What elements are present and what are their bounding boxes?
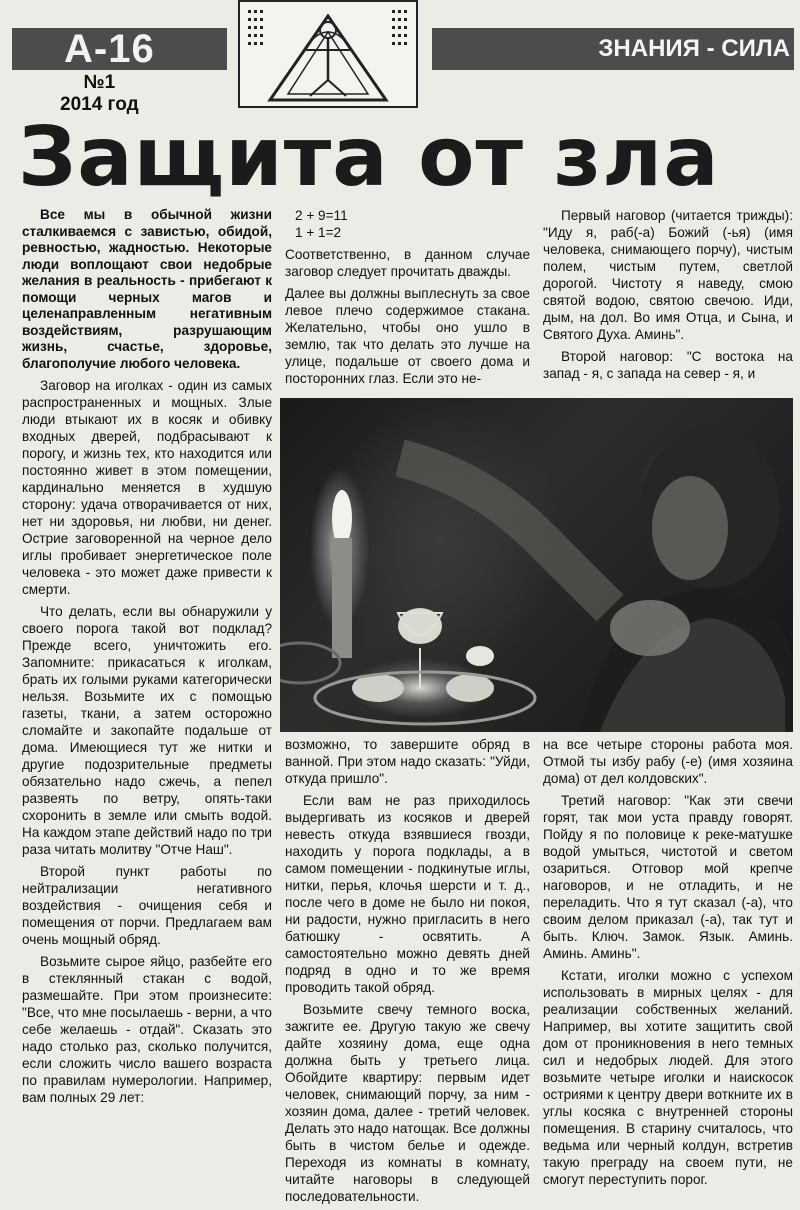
article-column-2-top (285, 207, 530, 392)
paragraph: Третий наговор: "Как эти свечи горят, так мои уста правду говорят. Пойду я по половице к реке-матушке водой умыться, чистотой и светом озариться. Отговор мой крепче наговоров, и не отладить, и не переладить. Что я тут сказал (-а), что своим делом приказал (-а), так тут и быть. Ключ. Замок. Язык. Аминь. Аминь. Аминь". (543, 793, 793, 961)
paragraph: Соответственно, в данном случае заговор следует прочитать дважды. (285, 247, 530, 279)
paragraph: Возьмите сырое яйцо, разбейте его в стеклянный стакан с водой, размешайте. При этом произнесите: "Все, что мне посылаешь - верни, а что себе желаешь - отдай". Сказать это надо столько раз, сколько получится, если сложить число вашего возраста по правилам нумерологии. Например, вам полных 29 лет: (22, 954, 272, 1105)
paragraph: Кстати, иголки можно с успехом использовать в мирных целях - для реализации собственных желаний. Например, вы хотите защитить свой дом от проникновения в него темных сил и недобрых людей. Для этого возьмите четыре иголки и наискосок остриями к центру двери воткните их в углы косяка с внутренней стороны помещения. В старину считалось, что ведьма или черный колдун, встретив такую преграду на своем пути, не смогут переступить порог. (543, 968, 793, 1187)
paragraph: Если вам не раз приходилось выдергивать из косяков и дверей невесть откуда взявшиеся гвозди, находить у порога подклады, а в самом помещении - подкинутые иглы, нитки, перья, клочья шерсти и т. д., после чего в доме не было ни покоя, ни радости, нужно пригласить в него батюшку - освятить. А самостоятельно можно девять дней подряд в одно и то же время проводить такой обряд. (285, 793, 530, 995)
article-column-3-top (543, 207, 793, 387)
paragraph: Второй пункт работы по нейтрализации негативного воздействия - очищения себя и помещения от порчи. Предлагаем вам очень мощный обряд. (22, 864, 272, 947)
article-column-3-bottom (543, 736, 793, 1193)
formula-line: 2 + 9=11 (295, 208, 348, 223)
article-headline: Защита от зла (18, 110, 720, 205)
paragraph: Второй наговор: "С востока на запад - я, с запада на север - я, и (543, 349, 793, 381)
issue-number: №1 (83, 72, 116, 93)
article-column-2-bottom (285, 736, 530, 1210)
paragraph: на все четыре стороны работа моя. Отмой ты избу рабу (-е) (имя хозяина дома) от дел колдовских". (543, 737, 793, 786)
paragraph: возможно, то завершите обряд в ванной. При этом надо сказать: "Уйди, откуда пришло". (285, 737, 530, 786)
section-title: ЗНАНИЯ - СИЛА (598, 35, 790, 62)
formula-line: 1 + 1=2 (295, 225, 342, 240)
paragraph: Что делать, если вы обнаружили у своего порога такой вот подклад? Прежде всего, уничтожить его. Запомните: прикасаться к иголкам, брать их голыми руками категорически нельзя. Возьмите их с помощью газеты, ткани, а затем осторожно сломайте и закопайте подальше от дома. Имеющиеся тут же нитки и другие подозрительные предметы обязательно надо сжечь, а пепел развеять по ветру, опять-таки схоронить в земле или смыть водой. На каждом этапе действий надо по три раза читать молитву "Отче Наш". (22, 604, 272, 857)
paragraph: Возьмите свечу темного воска, зажгите ее. Другую такую же свечу дайте хозяину дома, еще одна должна быть у третьего лица. Обойдите квартиру: первым идет человек, снимающий порчу, за ним - хозяин дома, далее - третий человек. Делать это надо натощак. Все должны быть в чистом белье и одежде. Переходя из комнаты в комнату, читайте наговоры в следующей последовательности. (285, 1002, 530, 1204)
issue-year: 2014 год (60, 94, 139, 115)
esoteric-symbol-icon (238, 0, 418, 108)
numerology-formula (285, 207, 530, 241)
article-lead: Все мы в обычной жизни сталкиваемся с завистью, обидой, ревностью, жадностью. Некоторые люди воплощают свои недобрые желания в реальность - прибегают к помощи черных магов и целенаправленным негативным воздействиям, разрушающим жизнь, счастье, здоровье, благополучие любого человека. (22, 207, 272, 371)
page-number: А-16 (64, 27, 155, 71)
article-column-1 (22, 207, 272, 1111)
woman-with-candles-photo (280, 398, 793, 732)
paragraph: Заговор на иголках - один из самых распространенных и мощных. Злые люди втыкают их в косяк и обивку входных дверей, подбрасывают к порогу, и жизнь тех, кто находится или постоянно живет в этом помещении, кардинально меняется в худшую сторону: удача отворачивается от них, нет ни здоровья, ни любви, ни денег. Острие заговоренной на черное дело иглы пробивает энергетическое поле человека - это может даже привести к смерти. (22, 378, 272, 597)
paragraph: Первый наговор (читается трижды): "Иду я, раб(-а) Божий (-ья) (имя человека, снимающего порчу), чистым полем, чистым путем, светлой дорогой. Чистоту я наведу, смою святой водою, святою свечою. Иди, дым, на дол. Во имя Отца, и Сына, и Святого Духа. Аминь". (543, 208, 793, 342)
paragraph: Далее вы должны выплеснуть за свое левое плечо содержимое стакана. Желательно, чтобы оно ушло в землю, так что делать это лучше на улице, подальше от своего дома и посторонних глаз. Если это не- (285, 286, 530, 386)
